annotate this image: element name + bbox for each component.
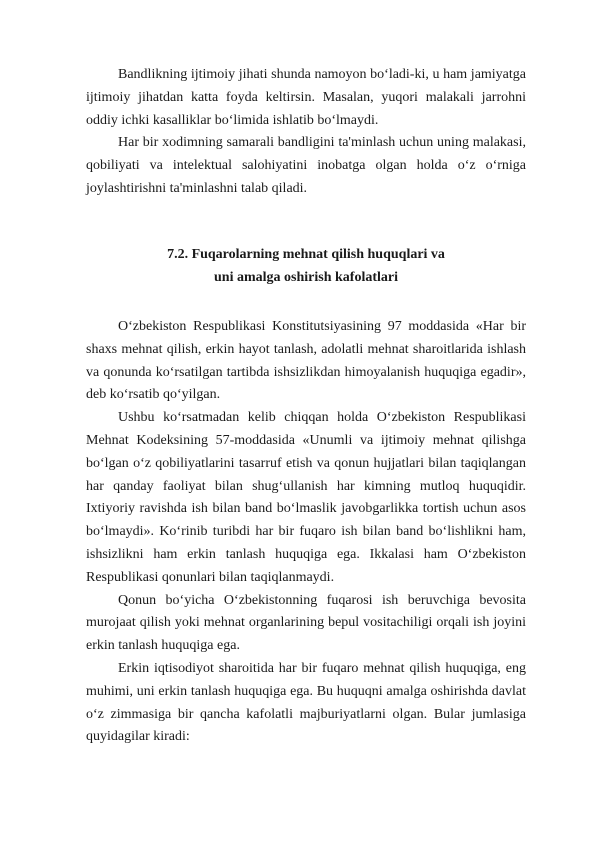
paragraph-constitution-article: O‘zbekiston Respublikasi Konstitutsiyasining 97 moddasida «Har bir shaxs mehnat qilish, erkin hayot tanlash, adolatli mehnat sharoitlarida ishlash va qonunda ko‘rsatilgan tartibda ishsizlikdan himoyalanish huquqiga egadir», deb ko‘rsatib qo‘yilgan. bbox=[86, 319, 526, 403]
section-heading bbox=[86, 244, 526, 290]
paragraph-labor-code-article: Ushbu ko‘rsatmadan kelib chiqqan holda O‘zbekiston Respublikasi Mehnat Kodeksining 57-moddasida «Unumli va ijtimoiy mehnat qilishga bo‘lgan o‘z qobiliyatlarini tasarruf etish va qonun hujjatlari bilan taqiqlangan har qanday faoliyat bilan shug‘ullanish har kimning mutloq huquqidir. Ixtiyoriy ravishda ish bilan band bo‘lmaslik javobgarlikka tortish uchun asos bo‘lmaydi». Ko‘rinib turibdi har bir fuqaro ish bilan band bo‘lishlikni ham, ishsizlikni ham erkin tanlash huquqiga ega. Ikkalasi ham O‘zbekiston Respublikasi qonunlari bilan taqiqlanmaydi. bbox=[86, 410, 526, 585]
paragraph-free-economy-guarantees: Erkin iqtisodiyot sharoitida har bir fuqaro mehnat qilish huquqiga, eng muhimi, uni erkin tanlash huquqiga ega. Bu huquqni amalga oshirishda davlat o‘z zimmasiga bir qancha kafolatli majburiyatlarni olgan. Bular jumlasiga quyidagilar kiradi: bbox=[86, 660, 526, 745]
paragraph-effective-employment: Har bir xodimning samarali bandligini ta'minlash uchun uning malakasi, qobiliyati va intelektual salohiyatini inobatga olgan holda o‘z o‘rniga joylashtirishni ta'minlashni talab qiladi. bbox=[86, 135, 526, 196]
section-heading-line-2: uni amalga oshirish kafolatlari bbox=[214, 269, 398, 285]
intro-text bbox=[86, 64, 526, 201]
paragraph-employment-social-aspect: Bandlikning ijtimoiy jihati shunda namoyon bo‘ladi-ki, u ham jamiyatga ijtimoiy jihatdan katta foyda keltirsin. Masalan, yuqori malakali jarrohni oddiy ichki kasalliklar bo‘limida ishlatib bo‘lmaydi. bbox=[86, 67, 526, 128]
section-heading-line-1: 7.2. Fuqarolarning mehnat qilish huquqlari va bbox=[167, 247, 445, 262]
paragraph-employer-direct-contact: Qonun bo‘yicha O‘zbekistonning fuqarosi ish beruvchiga bevosita murojaat qilish yoki mehnat organlarining bepul vositachiligi orqali ish joyini erkin tanlash huquqiga ega. bbox=[86, 592, 526, 654]
section-body bbox=[86, 316, 526, 749]
